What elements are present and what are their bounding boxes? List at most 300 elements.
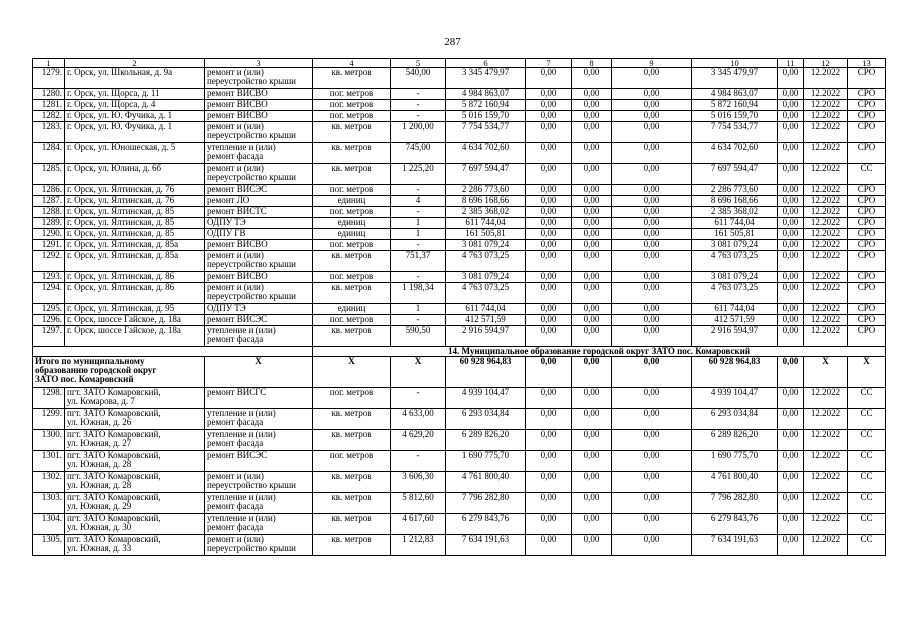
fund-method-cell: СРО xyxy=(848,218,886,229)
total-cost-cell: 3 081 079,24 xyxy=(446,272,526,283)
quantity-cell: - xyxy=(391,240,446,251)
quantity-cell: 1 200,00 xyxy=(391,122,446,143)
table-row xyxy=(33,315,886,326)
fund-cell: 0,00 xyxy=(572,409,612,430)
total-fund: 0,00 xyxy=(612,357,692,388)
municipality-total-row xyxy=(33,357,886,388)
table-row xyxy=(33,430,886,451)
fund-cell: 0,00 xyxy=(572,304,612,315)
address-cell: пгт. ЗАТО Комаровский, ул. Южная, д. 27 xyxy=(65,430,205,451)
total-cost-cell: 6 289 826,20 xyxy=(446,430,526,451)
owners-funds-cell: 3 081 079,24 xyxy=(692,272,778,283)
owners-funds-cell: 6 293 034,84 xyxy=(692,409,778,430)
unit-cell: кв. метров xyxy=(313,493,391,514)
owners-funds-cell: 611 744,04 xyxy=(692,218,778,229)
quantity-cell: 4 633,00 xyxy=(391,409,446,430)
completion-date-cell: 12.2022 xyxy=(804,430,848,451)
row-number: 1303. xyxy=(33,493,65,514)
fund-method-cell: СРО xyxy=(848,207,886,218)
table-row xyxy=(33,409,886,430)
completion-date-cell: 12.2022 xyxy=(804,451,848,472)
total-cost-cell: 2 916 594,97 xyxy=(446,326,526,347)
table-row xyxy=(33,229,886,240)
fund-cell: 0,00 xyxy=(612,218,692,229)
fund-cell: 0,00 xyxy=(526,207,572,218)
fund-cell: 0,00 xyxy=(526,304,572,315)
total-cost-cell: 7 697 594,47 xyxy=(446,164,526,185)
fund-cell: 0,00 xyxy=(526,493,572,514)
fund-cell: 0,00 xyxy=(612,451,692,472)
address-cell: г. Орск, ул. Ялтинская, д. 85 xyxy=(65,229,205,240)
column-header-11: 11 xyxy=(778,59,804,68)
owners-funds-cell: 7 634 191,63 xyxy=(692,535,778,556)
fund-cell: 0,00 xyxy=(612,493,692,514)
fund-method-cell: СС xyxy=(848,472,886,493)
fund-cell: 0,00 xyxy=(778,207,804,218)
fund-method-cell: СРО xyxy=(848,283,886,304)
work-type-cell: ремонт ВИСЭС xyxy=(205,185,313,196)
unit-cell: кв. метров xyxy=(313,326,391,347)
fund-cell: 0,00 xyxy=(572,122,612,143)
address-cell: г. Орск, ул. Ялтинская, д. 76 xyxy=(65,185,205,196)
quantity-cell: - xyxy=(391,451,446,472)
fund-cell: 0,00 xyxy=(526,240,572,251)
fund-cell: 0,00 xyxy=(526,185,572,196)
fund-method-cell: СС xyxy=(848,535,886,556)
work-type-cell: ремонт ВИСВО xyxy=(205,89,313,100)
fund-cell: 0,00 xyxy=(612,196,692,207)
fund-cell: 0,00 xyxy=(612,111,692,122)
table-row xyxy=(33,451,886,472)
row-number: 1296. xyxy=(33,315,65,326)
work-type-cell: ремонт и (или) переустройство крыши xyxy=(205,68,313,89)
address-cell: г. Орск, ул. Ю. Фучика, д. 1 xyxy=(65,111,205,122)
fund-cell: 0,00 xyxy=(572,185,612,196)
row-number: 1305. xyxy=(33,535,65,556)
column-number-header xyxy=(33,59,886,68)
fund-cell: 0,00 xyxy=(612,68,692,89)
table-row xyxy=(33,164,886,185)
table-row xyxy=(33,185,886,196)
fund-method-cell: СРО xyxy=(848,100,886,111)
fund-cell: 0,00 xyxy=(778,272,804,283)
work-type-cell: ремонт ВИСВО xyxy=(205,100,313,111)
row-number: 1289. xyxy=(33,218,65,229)
row-number: 1279. xyxy=(33,68,65,89)
unit-cell: пог. метров xyxy=(313,185,391,196)
owners-funds-cell: 4 763 073,25 xyxy=(692,251,778,272)
fund-cell: 0,00 xyxy=(526,111,572,122)
work-type-cell: ОДПУ ТЭ xyxy=(205,304,313,315)
row-number: 1290. xyxy=(33,229,65,240)
total-cost-cell: 7 754 534,77 xyxy=(446,122,526,143)
fund-method-cell: СРО xyxy=(848,111,886,122)
quantity-cell: 745,00 xyxy=(391,143,446,164)
total-cost-cell: 2 385 368,02 xyxy=(446,207,526,218)
completion-date-cell: 12.2022 xyxy=(804,251,848,272)
fund-cell: 0,00 xyxy=(612,240,692,251)
section-title: 14. Муниципальное образование городской округ ЗАТО пос. Комаровский xyxy=(313,347,886,357)
unit-cell: единиц xyxy=(313,196,391,207)
address-cell: г. Орск, шоссе Гайское, д. 18а xyxy=(65,315,205,326)
owners-funds-cell: 161 505,81 xyxy=(692,229,778,240)
work-type-cell: утепление и (или) ремонт фасада xyxy=(205,409,313,430)
owners-funds-cell: 2 385 368,02 xyxy=(692,207,778,218)
unit-cell: пог. метров xyxy=(313,207,391,218)
address-cell: г. Орск, ул. Юлина, д. 6б xyxy=(65,164,205,185)
fund-cell: 0,00 xyxy=(612,207,692,218)
fund-cell: 0,00 xyxy=(778,218,804,229)
owners-funds-cell: 7 697 594,47 xyxy=(692,164,778,185)
owners-funds-cell: 5 016 159,70 xyxy=(692,111,778,122)
total-owners-funds: 60 928 964,83 xyxy=(692,357,778,388)
fund-cell: 0,00 xyxy=(572,251,612,272)
total-fund: 0,00 xyxy=(526,357,572,388)
table-row xyxy=(33,143,886,164)
fund-cell: 0,00 xyxy=(572,283,612,304)
table-row xyxy=(33,218,886,229)
fund-cell: 0,00 xyxy=(526,122,572,143)
fund-method-cell: СРО xyxy=(848,240,886,251)
column-header-7: 7 xyxy=(526,59,572,68)
row-number: 1284. xyxy=(33,143,65,164)
completion-date-cell: 12.2022 xyxy=(804,185,848,196)
row-number: 1293. xyxy=(33,272,65,283)
fund-method-cell: СРО xyxy=(848,304,886,315)
owners-funds-cell: 4 939 104,47 xyxy=(692,388,778,409)
total-cost-cell: 5 872 160,94 xyxy=(446,100,526,111)
column-header-2: 2 xyxy=(65,59,205,68)
owners-funds-cell: 8 696 168,66 xyxy=(692,196,778,207)
fund-cell: 0,00 xyxy=(526,143,572,164)
fund-cell: 0,00 xyxy=(572,196,612,207)
fund-method-cell: СРО xyxy=(848,251,886,272)
fund-cell: 0,00 xyxy=(526,196,572,207)
table-row xyxy=(33,240,886,251)
fund-cell: 0,00 xyxy=(526,315,572,326)
fund-cell: 0,00 xyxy=(572,100,612,111)
quantity-cell: - xyxy=(391,207,446,218)
total-x: X xyxy=(205,357,313,388)
table-row xyxy=(33,196,886,207)
total-x: X xyxy=(313,357,391,388)
address-cell: г. Орск, ул. Школьная, д. 9а xyxy=(65,68,205,89)
fund-method-cell: СРО xyxy=(848,272,886,283)
unit-cell: кв. метров xyxy=(313,68,391,89)
row-number: 1288. xyxy=(33,207,65,218)
quantity-cell: - xyxy=(391,111,446,122)
fund-cell: 0,00 xyxy=(612,304,692,315)
total-cost-cell: 6 293 034,84 xyxy=(446,409,526,430)
quantity-cell: - xyxy=(391,315,446,326)
total-cost-cell: 161 505,81 xyxy=(446,229,526,240)
fund-method-cell: СРО xyxy=(848,326,886,347)
fund-method-cell: СРО xyxy=(848,315,886,326)
fund-cell: 0,00 xyxy=(612,283,692,304)
quantity-cell: 4 629,20 xyxy=(391,430,446,451)
quantity-cell: 1 xyxy=(391,218,446,229)
unit-cell: единиц xyxy=(313,229,391,240)
fund-method-cell: СС xyxy=(848,514,886,535)
completion-date-cell: 12.2022 xyxy=(804,164,848,185)
column-header-6: 6 xyxy=(446,59,526,68)
fund-cell: 0,00 xyxy=(778,89,804,100)
fund-cell: 0,00 xyxy=(778,122,804,143)
column-header-12: 12 xyxy=(804,59,848,68)
table-row xyxy=(33,122,886,143)
work-type-cell: ремонт ВИСЭС xyxy=(205,315,313,326)
address-cell: г. Орск, шоссе Гайское, д. 18а xyxy=(65,326,205,347)
fund-cell: 0,00 xyxy=(526,218,572,229)
total-cost-cell: 5 016 159,70 xyxy=(446,111,526,122)
quantity-cell: 1 225,20 xyxy=(391,164,446,185)
total-cost-cell: 611 744,04 xyxy=(446,218,526,229)
fund-cell: 0,00 xyxy=(526,164,572,185)
completion-date-cell: 12.2022 xyxy=(804,272,848,283)
fund-method-cell: СС xyxy=(848,164,886,185)
fund-cell: 0,00 xyxy=(612,409,692,430)
quantity-cell: 751,37 xyxy=(391,251,446,272)
address-cell: пгт. ЗАТО Комаровский, ул. Южная, д. 26 xyxy=(65,409,205,430)
fund-cell: 0,00 xyxy=(778,493,804,514)
fund-cell: 0,00 xyxy=(572,218,612,229)
page-number: 287 xyxy=(444,36,461,48)
row-number: 1302. xyxy=(33,472,65,493)
row-number: 1282. xyxy=(33,111,65,122)
fund-cell: 0,00 xyxy=(778,143,804,164)
repair-program-table xyxy=(32,58,886,556)
fund-cell: 0,00 xyxy=(778,535,804,556)
work-type-cell: ремонт и (или) переустройство крыши xyxy=(205,251,313,272)
fund-cell: 0,00 xyxy=(612,514,692,535)
fund-cell: 0,00 xyxy=(612,430,692,451)
column-header-4: 4 xyxy=(313,59,391,68)
fund-cell: 0,00 xyxy=(612,535,692,556)
total-cost-cell: 1 690 775,70 xyxy=(446,451,526,472)
work-type-cell: ремонт ВИСЭС xyxy=(205,451,313,472)
total-fund: 0,00 xyxy=(572,357,612,388)
fund-cell: 0,00 xyxy=(572,451,612,472)
row-number: 1281. xyxy=(33,100,65,111)
fund-cell: 0,00 xyxy=(572,514,612,535)
completion-date-cell: 12.2022 xyxy=(804,122,848,143)
fund-cell: 0,00 xyxy=(572,240,612,251)
work-type-cell: ремонт ВИСТС xyxy=(205,207,313,218)
fund-cell: 0,00 xyxy=(778,185,804,196)
fund-cell: 0,00 xyxy=(778,229,804,240)
unit-cell: единиц xyxy=(313,218,391,229)
total-cost-cell: 4 761 800,40 xyxy=(446,472,526,493)
completion-date-cell: 12.2022 xyxy=(804,388,848,409)
column-header-1: 1 xyxy=(33,59,65,68)
quantity-cell: 3 606,30 xyxy=(391,472,446,493)
unit-cell: пог. метров xyxy=(313,89,391,100)
fund-method-cell: СРО xyxy=(848,68,886,89)
fund-method-cell: СС xyxy=(848,493,886,514)
unit-cell: пог. метров xyxy=(313,388,391,409)
owners-funds-cell: 3 345 479,97 xyxy=(692,68,778,89)
fund-cell: 0,00 xyxy=(572,164,612,185)
owners-funds-cell: 3 081 079,24 xyxy=(692,240,778,251)
unit-cell: пог. метров xyxy=(313,272,391,283)
table-row xyxy=(33,493,886,514)
total-label: Итого по муниципальному образованию городской округ ЗАТО пос. Комаровский xyxy=(33,357,205,388)
fund-cell: 0,00 xyxy=(526,251,572,272)
fund-cell: 0,00 xyxy=(612,100,692,111)
fund-cell: 0,00 xyxy=(778,304,804,315)
owners-funds-cell: 1 690 775,70 xyxy=(692,451,778,472)
fund-cell: 0,00 xyxy=(572,472,612,493)
row-number: 1295. xyxy=(33,304,65,315)
fund-cell: 0,00 xyxy=(612,185,692,196)
unit-cell: кв. метров xyxy=(313,409,391,430)
fund-cell: 0,00 xyxy=(526,89,572,100)
table-row xyxy=(33,514,886,535)
table-row xyxy=(33,283,886,304)
quantity-cell: 5 812,60 xyxy=(391,493,446,514)
fund-cell: 0,00 xyxy=(572,388,612,409)
fund-cell: 0,00 xyxy=(778,111,804,122)
quantity-cell: - xyxy=(391,89,446,100)
table-row xyxy=(33,111,886,122)
address-cell: г. Орск, ул. Ялтинская, д. 76 xyxy=(65,196,205,207)
column-header-9: 9 xyxy=(612,59,692,68)
fund-cell: 0,00 xyxy=(778,100,804,111)
address-cell: г. Орск, ул. Юношеская, д. 5 xyxy=(65,143,205,164)
owners-funds-cell: 4 763 073,25 xyxy=(692,283,778,304)
row-number: 1287. xyxy=(33,196,65,207)
owners-funds-cell: 412 571,59 xyxy=(692,315,778,326)
fund-cell: 0,00 xyxy=(572,111,612,122)
fund-cell: 0,00 xyxy=(526,326,572,347)
quantity-cell: - xyxy=(391,272,446,283)
total-x: X xyxy=(391,357,446,388)
total-cost-cell: 4 763 073,25 xyxy=(446,251,526,272)
table-row xyxy=(33,100,886,111)
fund-cell: 0,00 xyxy=(572,89,612,100)
fund-cell: 0,00 xyxy=(526,472,572,493)
completion-date-cell: 12.2022 xyxy=(804,229,848,240)
row-number: 1291. xyxy=(33,240,65,251)
unit-cell: кв. метров xyxy=(313,122,391,143)
fund-cell: 0,00 xyxy=(778,430,804,451)
work-type-cell: ремонт и (или) переустройство крыши xyxy=(205,164,313,185)
table-row xyxy=(33,272,886,283)
row-number: 1301. xyxy=(33,451,65,472)
total-cost-cell: 4 763 073,25 xyxy=(446,283,526,304)
address-cell: г. Орск, ул. Ялтинская, д. 86 xyxy=(65,283,205,304)
fund-cell: 0,00 xyxy=(612,315,692,326)
fund-cell: 0,00 xyxy=(778,251,804,272)
fund-cell: 0,00 xyxy=(612,164,692,185)
owners-funds-cell: 611 744,04 xyxy=(692,304,778,315)
fund-method-cell: СРО xyxy=(848,89,886,100)
fund-method-cell: СС xyxy=(848,430,886,451)
total-cost-cell: 4 984 863,07 xyxy=(446,89,526,100)
unit-cell: кв. метров xyxy=(313,251,391,272)
fund-cell: 0,00 xyxy=(778,451,804,472)
completion-date-cell: 12.2022 xyxy=(804,535,848,556)
fund-method-cell: СС xyxy=(848,451,886,472)
unit-cell: пог. метров xyxy=(313,100,391,111)
section-spacer xyxy=(33,347,313,357)
total-cost-cell: 7 634 191,63 xyxy=(446,535,526,556)
row-number: 1280. xyxy=(33,89,65,100)
row-number: 1304. xyxy=(33,514,65,535)
row-number: 1292. xyxy=(33,251,65,272)
fund-method-cell: СРО xyxy=(848,143,886,164)
table-row xyxy=(33,89,886,100)
completion-date-cell: 12.2022 xyxy=(804,68,848,89)
fund-cell: 0,00 xyxy=(778,326,804,347)
fund-cell: 0,00 xyxy=(526,272,572,283)
address-cell: пгт. ЗАТО Комаровский, ул. Южная, д. 29 xyxy=(65,493,205,514)
completion-date-cell: 12.2022 xyxy=(804,409,848,430)
address-cell: г. Орск, ул. Ялтинская, д. 85 xyxy=(65,218,205,229)
table-row xyxy=(33,472,886,493)
owners-funds-cell: 2 916 594,97 xyxy=(692,326,778,347)
fund-cell: 0,00 xyxy=(572,430,612,451)
table-row xyxy=(33,535,886,556)
fund-cell: 0,00 xyxy=(526,430,572,451)
completion-date-cell: 12.2022 xyxy=(804,111,848,122)
fund-cell: 0,00 xyxy=(778,240,804,251)
fund-cell: 0,00 xyxy=(612,229,692,240)
column-header-5: 5 xyxy=(391,59,446,68)
owners-funds-cell: 7 754 534,77 xyxy=(692,122,778,143)
fund-method-cell: СС xyxy=(848,388,886,409)
work-type-cell: ремонт ВИСВО xyxy=(205,272,313,283)
completion-date-cell: 12.2022 xyxy=(804,218,848,229)
work-type-cell: утепление и (или) ремонт фасада xyxy=(205,430,313,451)
quantity-cell: - xyxy=(391,100,446,111)
address-cell: г. Орск, ул. Ялтинская, д. 95 xyxy=(65,304,205,315)
work-type-cell: ремонт и (или) переустройство крыши xyxy=(205,283,313,304)
fund-method-cell: СРО xyxy=(848,196,886,207)
work-type-cell: ремонт и (или) переустройство крыши xyxy=(205,122,313,143)
fund-method-cell: СРО xyxy=(848,229,886,240)
total-cost-cell: 8 696 168,66 xyxy=(446,196,526,207)
total-cost-cell: 3 345 479,97 xyxy=(446,68,526,89)
quantity-cell: - xyxy=(391,388,446,409)
address-cell: г. Орск, ул. Ялтинская, д. 86 xyxy=(65,272,205,283)
completion-date-cell: 12.2022 xyxy=(804,207,848,218)
total-cost-cell: 2 286 773,60 xyxy=(446,185,526,196)
unit-cell: пог. метров xyxy=(313,240,391,251)
unit-cell: кв. метров xyxy=(313,143,391,164)
row-number: 1298. xyxy=(33,388,65,409)
completion-date-cell: 12.2022 xyxy=(804,89,848,100)
column-header-3: 3 xyxy=(205,59,313,68)
table-row xyxy=(33,207,886,218)
fund-cell: 0,00 xyxy=(778,283,804,304)
fund-cell: 0,00 xyxy=(612,272,692,283)
fund-method-cell: СРО xyxy=(848,185,886,196)
work-type-cell: ремонт ВИСВО xyxy=(205,240,313,251)
work-type-cell: ремонт ВИСВО xyxy=(205,111,313,122)
owners-funds-cell: 4 761 800,40 xyxy=(692,472,778,493)
fund-cell: 0,00 xyxy=(778,472,804,493)
fund-cell: 0,00 xyxy=(572,207,612,218)
completion-date-cell: 12.2022 xyxy=(804,326,848,347)
owners-funds-cell: 6 289 826,20 xyxy=(692,430,778,451)
address-cell: г. Орск, ул. Ялтинская, д. 85а xyxy=(65,240,205,251)
quantity-cell: - xyxy=(391,185,446,196)
fund-cell: 0,00 xyxy=(778,315,804,326)
total-cost-cell: 4 634 702,60 xyxy=(446,143,526,164)
work-type-cell: ОДПУ ТЭ xyxy=(205,218,313,229)
fund-cell: 0,00 xyxy=(778,164,804,185)
